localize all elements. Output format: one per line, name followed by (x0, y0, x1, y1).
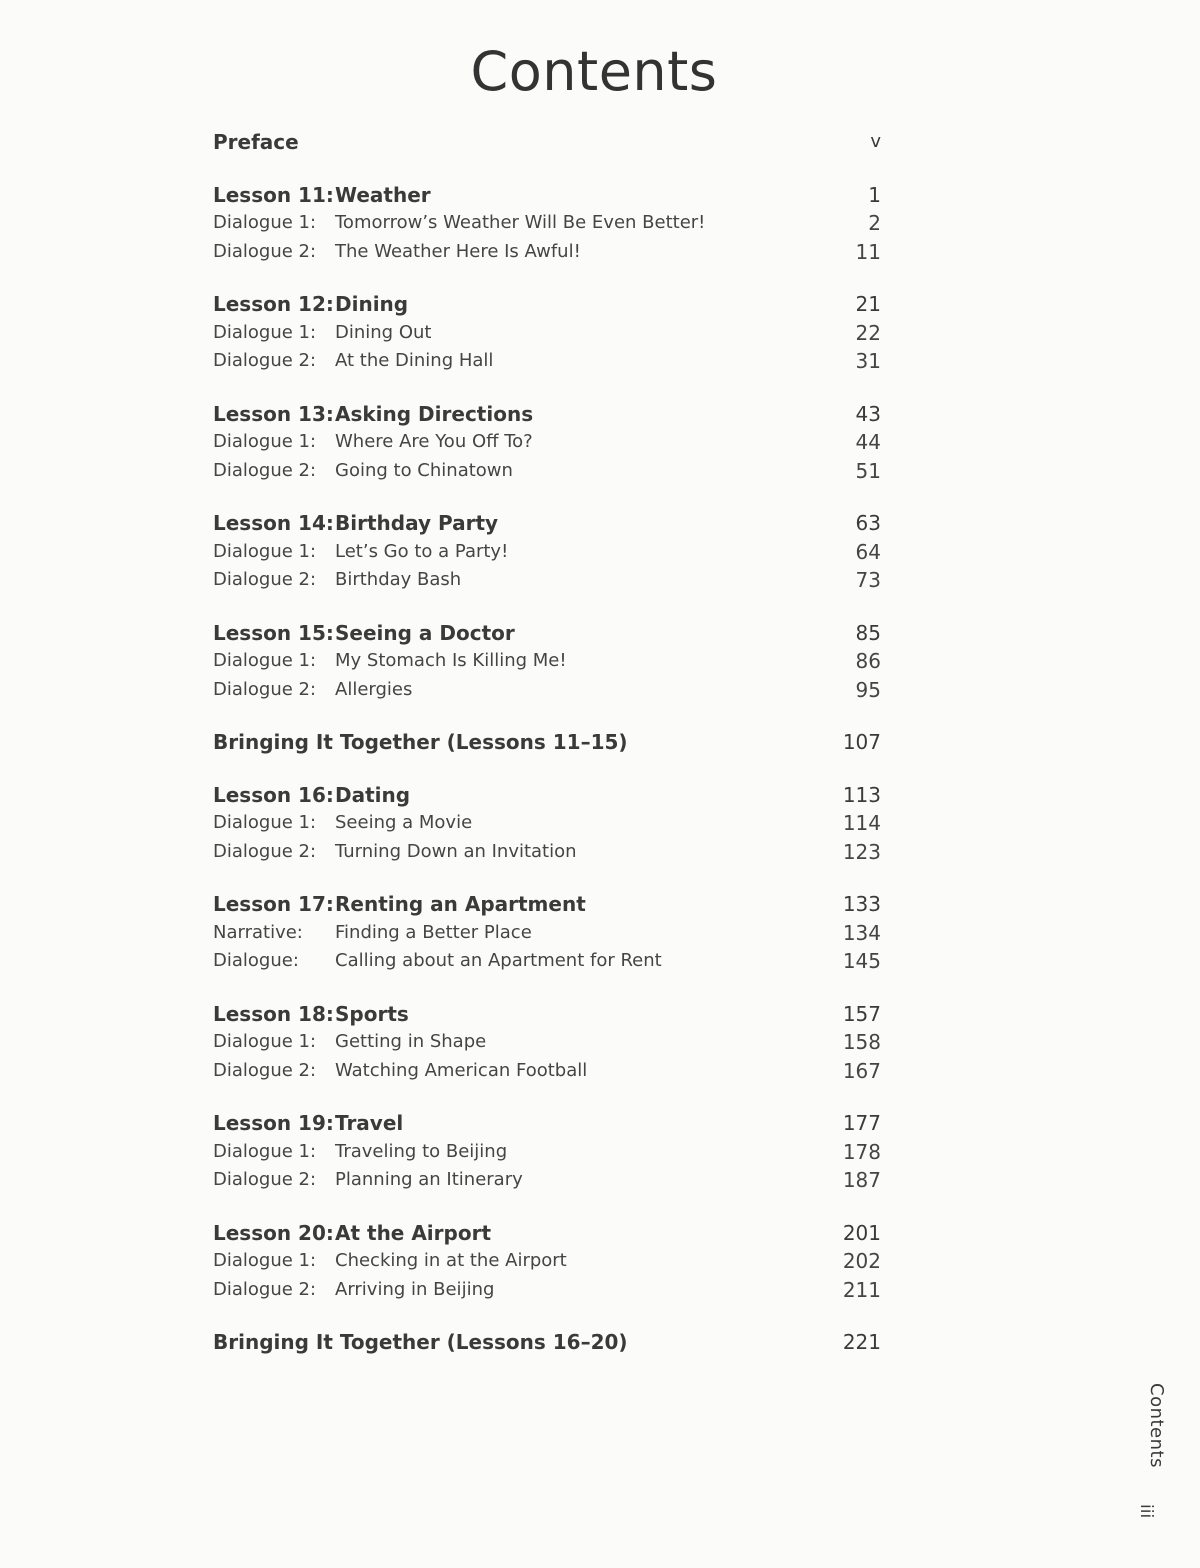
toc-subentry[interactable] (213, 919, 885, 948)
lesson-label: Lesson 13: (213, 401, 334, 426)
subentry-label: Narrative: (213, 921, 303, 943)
subentry-title: Planning an Itinerary (335, 1169, 523, 1190)
page-ref: 44 (855, 430, 881, 454)
toc-entry-lesson-12[interactable] (213, 290, 885, 319)
lesson-title: Travel (335, 1111, 404, 1135)
toc-entry-lesson-11[interactable] (213, 181, 885, 210)
subentry-label: Dialogue 2: (213, 459, 317, 481)
page-ref: 157 (842, 1001, 881, 1026)
toc-subentry[interactable] (213, 428, 885, 457)
page-ref: 123 (842, 839, 881, 864)
subentry-label: Dialogue 1: (213, 540, 317, 562)
page-ref: 95 (855, 677, 881, 702)
toc-entry-review-11-15[interactable] (213, 728, 885, 757)
lesson-title: Dining (335, 292, 409, 316)
toc-subentry[interactable] (213, 1028, 885, 1057)
lesson-title: Seeing a Doctor (335, 620, 515, 645)
subentry-label: Dialogue 1: (213, 1140, 317, 1162)
subentry-label: Dialogue 2: (213, 840, 317, 862)
page-ref: 86 (855, 649, 881, 673)
toc-subentry[interactable] (213, 209, 885, 238)
lesson-title: Dating (335, 782, 411, 807)
page-ref: 177 (842, 1111, 881, 1135)
subentry-label: Dialogue 1: (213, 650, 317, 671)
toc-subentry[interactable] (213, 947, 885, 976)
lesson-label: Lesson 14: (213, 511, 334, 535)
page-ref: 114 (842, 811, 881, 835)
subentry-label: Dialogue 2: (213, 678, 317, 700)
toc-entry-lesson-20[interactable] (213, 1219, 885, 1248)
entry-title: Bringing It Together (Lessons 16–20) (213, 1330, 628, 1354)
page-ref: 2 (868, 211, 881, 235)
subentry-title: Dining Out (335, 321, 432, 343)
page-ref: 63 (855, 511, 881, 535)
subentry-label: Dialogue 1: (213, 1031, 317, 1052)
subentry-title: Tomorrow’s Weather Will Be Even Better! (335, 212, 706, 233)
page-ref: 178 (842, 1139, 881, 1164)
subentry-title: My Stomach Is Killing Me! (335, 650, 567, 671)
page-ref: 113 (842, 782, 881, 807)
page-ref: 211 (842, 1277, 881, 1302)
page-ref: 202 (842, 1249, 881, 1273)
subentry-title: Calling about an Apartment for Rent (335, 950, 662, 971)
page-ref: 134 (842, 920, 881, 945)
subentry-label: Dialogue 2: (213, 1169, 317, 1190)
subentry-title: Birthday Bash (335, 569, 462, 590)
lesson-title: Sports (335, 1001, 409, 1026)
toc-entry-lesson-19[interactable] (213, 1109, 885, 1138)
subentry-title: Where Are You Off To? (335, 431, 533, 452)
subentry-label: Dialogue 1: (213, 431, 317, 452)
toc-entry-lesson-14[interactable] (213, 509, 885, 538)
page-ref: 11 (855, 239, 881, 264)
subentry-title: The Weather Here Is Awful! (335, 240, 581, 262)
toc-subentry[interactable] (213, 347, 885, 376)
toc-entry-review-16-20[interactable] (213, 1328, 885, 1357)
toc-subentry[interactable] (213, 238, 885, 267)
page-ref: 31 (855, 349, 881, 373)
subentry-label: Dialogue 2: (213, 350, 317, 371)
lesson-label: Lesson 20: (213, 1220, 334, 1245)
page-ref: 21 (855, 292, 881, 316)
toc-entry-lesson-17[interactable] (213, 890, 885, 919)
toc-subentry[interactable] (213, 566, 885, 595)
subentry-label: Dialogue 2: (213, 1059, 317, 1081)
toc-subentry[interactable] (213, 1138, 885, 1167)
subentry-label: Dialogue 2: (213, 1278, 317, 1300)
toc-subentry[interactable] (213, 1247, 885, 1276)
entry-title: Bringing It Together (Lessons 11–15) (213, 730, 628, 754)
lesson-title: Birthday Party (335, 511, 499, 535)
subentry-label: Dialogue: (213, 950, 299, 971)
subentry-title: Turning Down an Invitation (335, 840, 577, 862)
toc-entry-lesson-13[interactable] (213, 400, 885, 429)
toc-subentry[interactable] (213, 809, 885, 838)
toc-subentry[interactable] (213, 538, 885, 567)
subentry-title: Let’s Go to a Party! (335, 540, 509, 562)
subentry-title: Arriving in Beijing (335, 1278, 495, 1300)
subentry-title: Traveling to Beijing (335, 1140, 508, 1162)
toc-entry-lesson-15[interactable] (213, 619, 885, 648)
lesson-label: Lesson 12: (213, 292, 334, 316)
page-ref: 158 (842, 1030, 881, 1054)
lesson-title: Renting an Apartment (335, 892, 586, 916)
lesson-title: At the Airport (335, 1220, 492, 1245)
lesson-label: Lesson 19: (213, 1111, 334, 1135)
page-ref: 64 (855, 539, 881, 564)
lesson-label: Lesson 15: (213, 620, 334, 645)
toc-subentry[interactable] (213, 457, 885, 486)
toc-subentry[interactable] (213, 1276, 885, 1305)
toc-subentry[interactable] (213, 838, 885, 867)
subentry-title: Finding a Better Place (335, 921, 532, 943)
subentry-title: Going to Chinatown (335, 459, 513, 481)
page-ref: 201 (842, 1220, 881, 1245)
toc-subentry[interactable] (213, 1166, 885, 1195)
subentry-title: Checking in at the Airport (335, 1250, 567, 1271)
page-ref: 167 (842, 1058, 881, 1083)
page-ref: 85 (855, 620, 881, 645)
table-of-contents (213, 128, 885, 1357)
toc-subentry[interactable] (213, 319, 885, 348)
page-ref: 1 (868, 182, 881, 207)
toc-entry-preface[interactable] (213, 128, 885, 157)
page-ref: 51 (855, 458, 881, 483)
subentry-title: Allergies (335, 678, 413, 700)
page-ref: 187 (842, 1168, 881, 1192)
page-ref: 145 (842, 949, 881, 973)
lesson-title: Weather (335, 182, 431, 207)
subentry-title: At the Dining Hall (335, 350, 494, 371)
page-ref: 221 (842, 1330, 881, 1354)
page-title: Contents (470, 40, 718, 103)
lesson-label: Lesson 18: (213, 1001, 334, 1026)
subentry-label: Dialogue 1: (213, 812, 317, 833)
toc-subentry[interactable] (213, 676, 885, 705)
toc-entry-lesson-16[interactable] (213, 781, 885, 810)
subentry-label: Dialogue 2: (213, 569, 317, 590)
page-ref: 133 (842, 892, 881, 916)
page-ref: 43 (855, 401, 881, 426)
page-ref: 22 (855, 320, 881, 345)
toc-subentry[interactable] (213, 1057, 885, 1086)
entry-title: Preface (213, 130, 299, 154)
lesson-title: Asking Directions (335, 401, 534, 426)
page-number: iii (1136, 1503, 1156, 1519)
section-tab: Contents (1146, 1383, 1167, 1468)
toc-entry-lesson-18[interactable] (213, 1000, 885, 1029)
page-ref: 107 (842, 730, 881, 754)
subentry-label: Dialogue 2: (213, 240, 317, 262)
toc-subentry[interactable] (213, 647, 885, 676)
subentry-title: Seeing a Movie (335, 812, 473, 833)
page-ref: 73 (855, 568, 881, 592)
subentry-label: Dialogue 1: (213, 321, 317, 343)
lesson-label: Lesson 11: (213, 182, 334, 207)
subentry-title: Getting in Shape (335, 1031, 487, 1052)
subentry-title: Watching American Football (335, 1059, 588, 1081)
lesson-label: Lesson 17: (213, 892, 334, 916)
subentry-label: Dialogue 1: (213, 212, 317, 233)
lesson-label: Lesson 16: (213, 782, 334, 807)
subentry-label: Dialogue 1: (213, 1250, 317, 1271)
page-ref: v (870, 131, 881, 152)
